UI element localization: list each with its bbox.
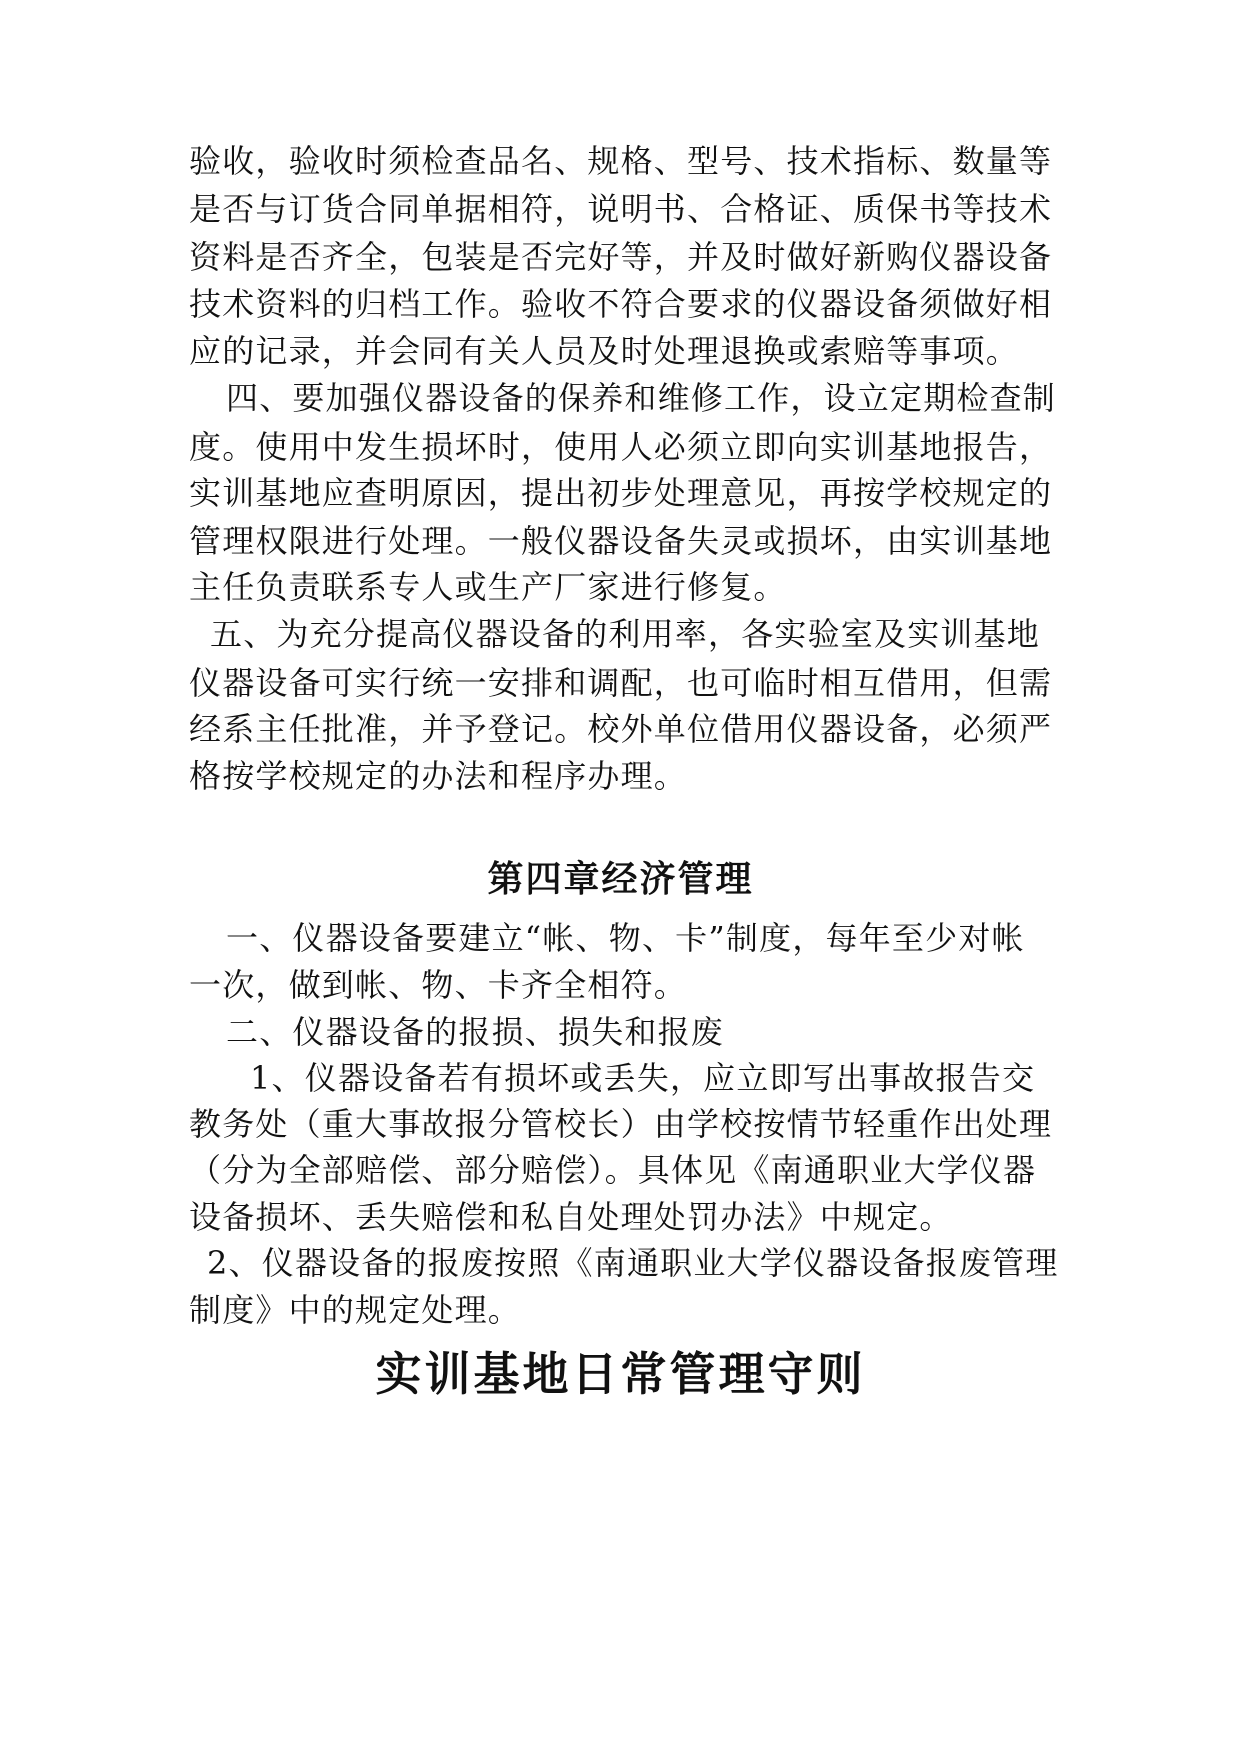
paragraph-line: 管理权限进行处理。一般仪器设备失灵或损坏，由实训基地 [189,522,1053,560]
paragraph-line: 制度》中的规定处理。 [189,1291,522,1329]
paragraph-line: 度。使用中发生损坏时，使用人必须立即向实训基地报告， [189,428,1053,466]
paragraph-line: 格按学校规定的办法和程序办理。 [189,757,688,795]
paragraph-line: 验收，验收时须检查品名、规格、型号、技术指标、数量等 [189,142,1053,180]
paragraph-line: 一次，做到帐、物、卡齐全相符。 [189,966,688,1004]
paragraph-line: 主任负责联系专人或生产厂家进行修复。 [189,568,787,606]
paragraph-line: 仪器设备可实行统一安排和调配，也可临时相互借用，但需 [189,664,1053,702]
paragraph-line: 技术资料的归档工作。验收不符合要求的仪器设备须做好相 [189,285,1053,323]
paragraph-line: 应的记录，并会同有关人员及时处理退换或索赔等事项。 [189,332,1020,370]
paragraph-line: 设备损坏、丢失赔偿和私自处理处罚办法》中规定。 [189,1198,953,1236]
paragraph-line: 四、要加强仪器设备的保养和维修工作，设立定期检查制 [226,379,1057,417]
paragraph-line: 教务处（重大事故报分管校长）由学校按情节轻重作出处理 [189,1105,1053,1143]
document-title: 实训基地日常管理守则 [375,1347,866,1401]
paragraph-line: 二、仪器设备的报损、损失和报废 [226,1013,725,1051]
paragraph-line: 一、仪器设备要建立“帐、物、卡”制度，每年至少对帐 [226,919,1025,957]
paragraph-line: （分为全部赔偿、部分赔偿）。具体见《南通职业大学仪器 [189,1151,1037,1189]
paragraph-line: 五、为充分提高仪器设备的利用率，各实验室及实训基地 [210,615,1041,653]
chapter-heading: 第四章经济管理 [487,858,754,900]
paragraph-line: 2、仪器设备的报废按照《南通职业大学仪器设备报废管理 [207,1244,1059,1282]
paragraph-line: 实训基地应查明原因，提出初步处理意见，再按学校规定的 [189,474,1053,512]
paragraph-line: 1、仪器设备若有损坏或丢失，应立即写出事故报告交 [250,1059,1036,1097]
paragraph-line: 是否与订货合同单据相符，说明书、合格证、质保书等技术 [189,190,1053,228]
paragraph-line: 经系主任批准，并予登记。校外单位借用仪器设备，必须严 [189,710,1053,748]
paragraph-line: 资料是否齐全，包装是否完好等，并及时做好新购仪器设备 [189,238,1053,276]
